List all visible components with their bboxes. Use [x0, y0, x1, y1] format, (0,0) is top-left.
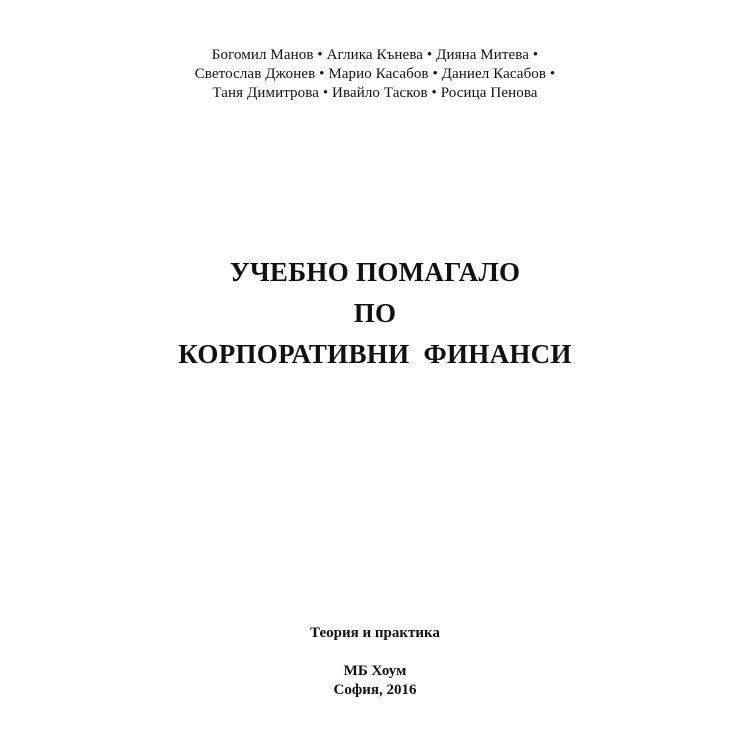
book-subtitle: Теория и практика	[310, 625, 440, 641]
publication-place-year: София, 2016	[333, 682, 417, 698]
authors-line: Светослав Джонев • Марио Касабов • Даниел Касабов •	[194, 66, 556, 82]
book-title	[0, 252, 750, 375]
authors-line: Богомил Манов • Аглика Кънева • Дияна Митева •	[211, 47, 539, 63]
publisher-name: МБ Хоум	[343, 663, 407, 679]
authors-block	[0, 46, 750, 103]
title-line: УЧЕБНО ПОМАГАЛО	[229, 257, 521, 287]
authors-line: Таня Димитрова • Ивайло Тасков • Росица Пенова	[212, 85, 538, 101]
title-line: КОРПОРАТИВНИ ФИНАНСИ	[178, 339, 572, 369]
publisher-block	[0, 662, 750, 700]
title-line: ПО	[353, 298, 397, 328]
